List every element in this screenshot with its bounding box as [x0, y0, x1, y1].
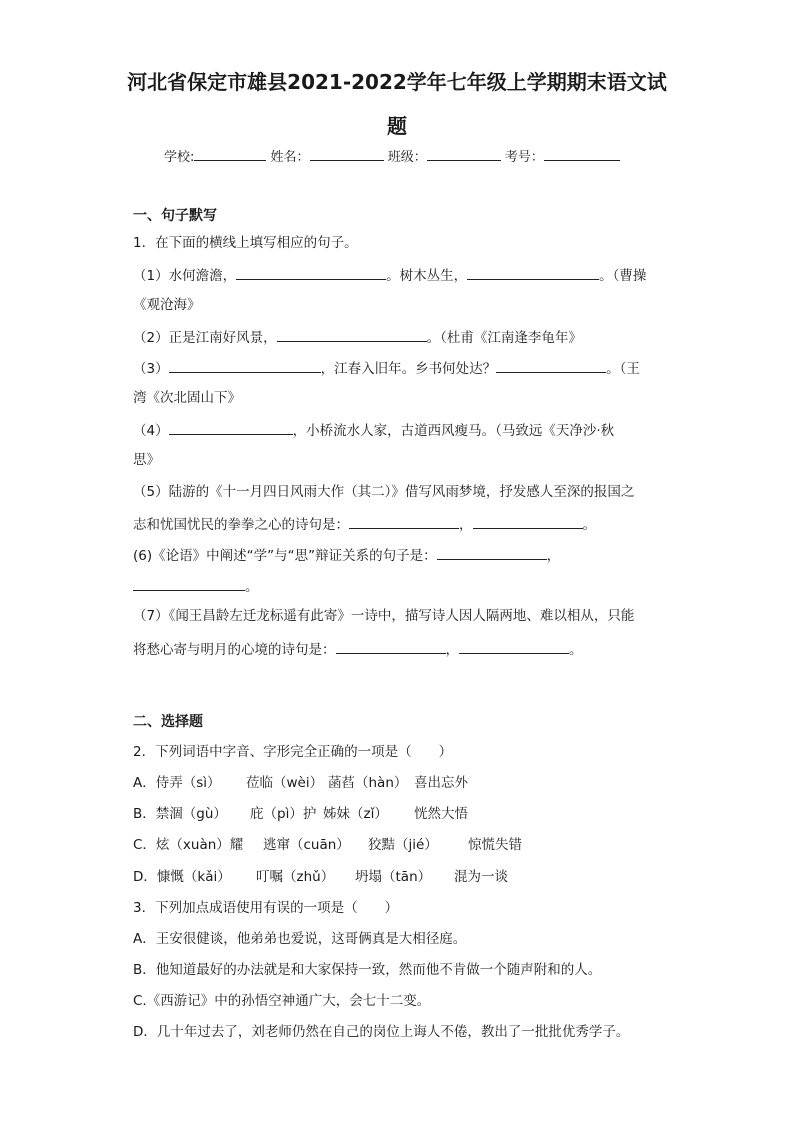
- q1-item-1: （1）水何澹澹， 。树木丛生， 。（曹操: [133, 265, 646, 285]
- section2-heading: 二、选择题: [133, 714, 203, 730]
- q2-option-a[interactable]: A．侍弄（sì） 莅临（wèi） 菡萏（hàn） 喜出忘外: [133, 775, 468, 791]
- q1-item-1-cont: 《观沧海》: [133, 297, 201, 313]
- answer-blank[interactable]: [473, 514, 583, 529]
- question-3: 3．下列加点成语使用有误的一项是（ ）: [133, 900, 399, 916]
- q3-option-c[interactable]: C.《西游记》中的孙悟空神通广大，会七十二变。: [133, 993, 431, 1009]
- q1-item-7: （7）《闻王昌龄左迁龙标遥有此寄》一诗中，描写诗人因人隔两地、难以相从，只能: [133, 608, 635, 624]
- class-blank[interactable]: [427, 146, 501, 161]
- q1-item-6: (6)《论语》中阐述“学”与“思”辩证关系的句子是： ，: [133, 545, 560, 565]
- answer-blank[interactable]: [277, 327, 427, 342]
- q1-item-5-cont: 志和忧国忧民的拳拳之心的诗句是： ， 。: [133, 514, 596, 534]
- answer-blank[interactable]: [133, 576, 245, 591]
- class-label: 班级：: [387, 150, 427, 165]
- answer-blank[interactable]: [236, 265, 386, 280]
- answer-blank[interactable]: [459, 639, 569, 654]
- name-blank[interactable]: [310, 146, 384, 161]
- answer-blank[interactable]: [349, 514, 459, 529]
- student-info-row: [164, 146, 620, 165]
- answer-blank[interactable]: [496, 358, 606, 373]
- question-2: 2．下列词语中字音、字形完全正确的一项是（ ）: [133, 744, 453, 760]
- school-label: 学校:: [164, 150, 195, 165]
- number-blank[interactable]: [544, 146, 620, 161]
- q1-item-3: （3） ，江春入旧年。乡书何处达？ 。（王: [133, 358, 640, 378]
- q1-item-5: （5）陆游的《十一月四日风雨大作（其二）》借写风雨梦境，抒发感人至深的报国之: [133, 484, 635, 500]
- q3-option-b[interactable]: B．他知道最好的办法就是和大家保持一致，然而他不肯做一个随声附和的人。: [133, 962, 602, 978]
- exam-title-line1: 河北省保定市雄县2021-2022学年七年级上学期期末语文试: [127, 70, 667, 94]
- answer-blank[interactable]: [437, 545, 547, 560]
- q1-item-3-cont: 湾《次北固山下》: [133, 390, 241, 406]
- number-label: 考号：: [504, 150, 544, 165]
- q2-option-b[interactable]: B．禁涸（gù） 庇（pì）护 姊妹（zǐ） 恍然大悟: [133, 806, 468, 822]
- answer-blank[interactable]: [467, 265, 599, 280]
- q3-option-d[interactable]: D．几十年过去了，刘老师仍然在自己的岗位上诲人不倦，教出了一批批优秀学子。: [133, 1024, 630, 1040]
- q2-option-d[interactable]: D．慷慨（kǎi） 叮嘱（zhǔ） 坍塌（tān） 混为一谈: [133, 869, 508, 885]
- q1-item-7-cont: 将愁心寄与明月的心境的诗句是： ， 。: [133, 639, 583, 659]
- q3-option-a[interactable]: A．王安很健谈，他弟弟也爱说，这哥俩真是大相径庭。: [133, 931, 467, 947]
- question-1: 1．在下面的横线上填写相应的句子。: [133, 235, 358, 251]
- q1-item-6-cont: 。: [133, 576, 259, 596]
- answer-blank[interactable]: [169, 358, 321, 373]
- q1-item-4: （4） ，小桥流水人家，古道西风瘦马。（马致远《天净沙·秋: [133, 420, 614, 440]
- q1-item-2: （2）正是江南好风景， 。（杜甫《江南逢李龟年》: [133, 327, 582, 347]
- answer-blank[interactable]: [336, 639, 446, 654]
- exam-title-line2: 题: [387, 114, 407, 138]
- section1-heading: 一、句子默写: [133, 208, 217, 224]
- q2-option-c[interactable]: C．炫（xuàn）耀 逃窜（cuān） 狡黠（jié） 惊慌失错: [133, 837, 522, 853]
- q1-item-4-cont: 思》: [133, 452, 160, 468]
- school-blank[interactable]: [194, 146, 266, 161]
- answer-blank[interactable]: [169, 420, 293, 435]
- name-label: 姓名：: [270, 150, 310, 165]
